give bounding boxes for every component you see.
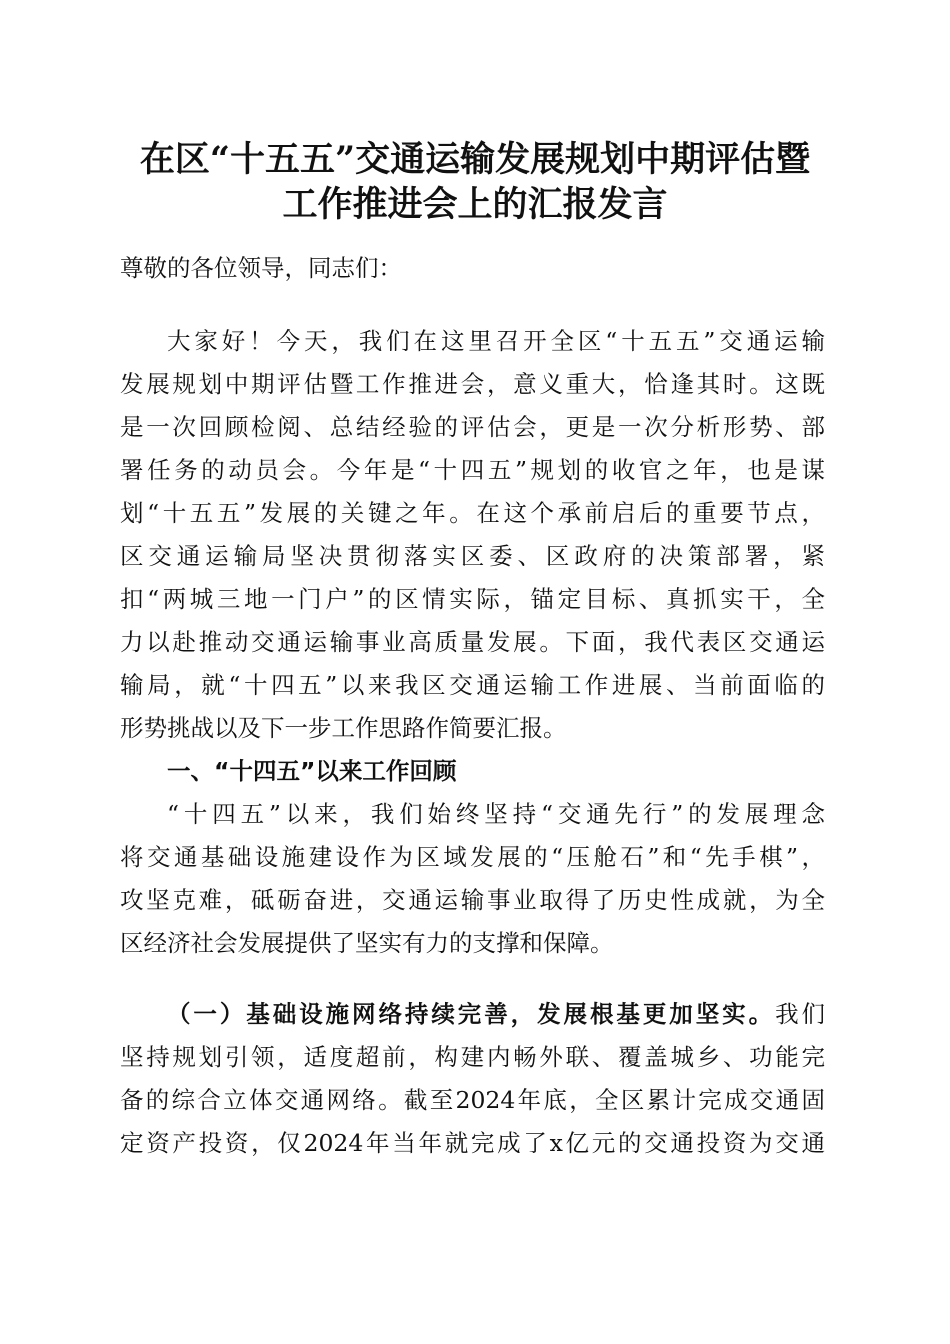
section-heading: 一、“十四五”以来工作回顾 — [167, 757, 457, 785]
paragraph-line: 划“十五五”发展的关键之年。在这个承前启后的重要节点， — [120, 499, 825, 527]
paragraph-line: 备的综合立体交通网络。截至2024年底，全区累计完成交通固 — [120, 1086, 825, 1114]
subsection-heading-tail: 我们 — [775, 1000, 825, 1028]
paragraph-line: “十四五”以来，我们始终坚持“交通先行”的发展理念 — [167, 800, 825, 828]
document-title-line-1: 在区“十五五”交通运输发展规划中期评估暨 — [139, 139, 811, 180]
paragraph-line: 力以赴推动交通运输事业高质量发展。下面，我代表区交通运 — [120, 628, 825, 656]
paragraph-line: 是一次回顾检阅、总结经验的评估会，更是一次分析形势、部 — [120, 413, 825, 441]
paragraph-line: 区交通运输局坚决贯彻落实区委、区政府的决策部署，紧 — [120, 542, 825, 570]
paragraph-line: 将交通基础设施建设作为区域发展的“压舱石”和“先手棋”， — [120, 843, 825, 871]
paragraph-line: 署任务的动员会。今年是“十四五”规划的收官之年，也是谋 — [120, 456, 825, 484]
paragraph-line: 大家好！今天，我们在这里召开全区“十五五”交通运输 — [167, 327, 825, 355]
subsection-line — [167, 994, 825, 1034]
document-title-line-2: 工作推进会上的汇报发言 — [282, 184, 668, 225]
paragraph-line: 形势挑战以及下一步工作思路作简要汇报。 — [120, 714, 567, 742]
salutation: 尊敬的各位领导，同志们： — [120, 254, 402, 282]
paragraph-line: 发展规划中期评估暨工作推进会，意义重大，恰逢其时。这既 — [120, 370, 825, 398]
subsection-heading: （一）基础设施网络持续完善，发展根基更加坚实。 — [167, 1000, 776, 1028]
paragraph-line: 坚持规划引领，适度超前，构建内畅外联、覆盖城乡、功能完 — [120, 1043, 825, 1071]
paragraph-line: 区经济社会发展提供了坚实有力的支撑和保障。 — [120, 929, 614, 957]
paragraph-line: 扣“两城三地一门户”的区情实际，锚定目标、真抓实干，全 — [120, 585, 825, 613]
paragraph-line: 输局，就“十四五”以来我区交通运输工作进展、当前面临的 — [120, 671, 825, 699]
paragraph-line: 攻坚克难，砥砺奋进，交通运输事业取得了历史性成就，为全 — [120, 886, 825, 914]
paragraph-line: 定资产投资，仅2024年当年就完成了x亿元的交通投资为交通 — [120, 1129, 825, 1157]
